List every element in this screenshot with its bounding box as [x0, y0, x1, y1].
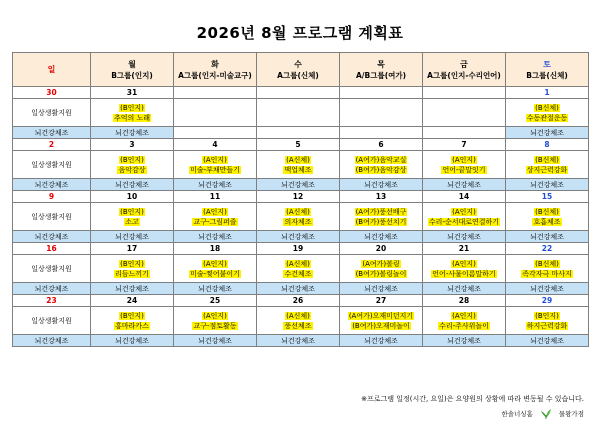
brain-exercise-row — [13, 231, 589, 243]
program-line-2: 족각자극 마사지 — [522, 269, 572, 278]
program-line-2: 수리-주사위놀이 — [439, 321, 489, 330]
brain-exercise-cell: 뇌건강체조 — [423, 231, 506, 243]
weekday-label: 월 — [128, 59, 136, 69]
weekday-label: 토 — [543, 59, 551, 69]
program-calendar-table — [12, 52, 589, 347]
program-cell — [257, 307, 340, 335]
date-cell: 26 — [257, 295, 340, 307]
program-row — [13, 255, 589, 283]
weekday-label: 일 — [47, 65, 56, 74]
date-cell: 13 — [340, 191, 423, 203]
program-row — [13, 307, 589, 335]
program-cell — [91, 151, 174, 179]
program-line-2: 수리-순서대로연결하기 — [428, 217, 500, 226]
date-cell — [174, 87, 257, 99]
program-cell — [257, 203, 340, 231]
program-row — [13, 203, 589, 231]
brain-exercise-cell: 뇌건강체조 — [423, 283, 506, 295]
date-cell — [340, 87, 423, 99]
brain-exercise-cell: 뇌건강체조 — [174, 179, 257, 191]
program-line-2: 소고 — [125, 217, 139, 226]
weekday-header-cell — [13, 53, 91, 87]
program-line-2: 미술-부채만들기 — [190, 165, 240, 174]
program-line — [340, 259, 422, 269]
program-line-1: (B신체) — [535, 207, 559, 216]
date-cell: 17 — [91, 243, 174, 255]
program-line-1: (B인지) — [120, 207, 144, 216]
program-cell — [174, 203, 257, 231]
program-line-2: 교구-그림퍼즐 — [193, 217, 237, 226]
weekday-header-row — [13, 53, 589, 87]
program-line — [257, 165, 339, 175]
program-line-1: (A인지) — [203, 155, 227, 164]
group-label: A그룹(신체) — [277, 70, 319, 80]
program-line — [506, 165, 588, 175]
brain-exercise-cell: 뇌건강체조 — [91, 231, 174, 243]
group-label: A/B그룹(여가) — [355, 70, 407, 80]
weekday-header-cell — [91, 53, 174, 87]
date-cell: 1 — [506, 87, 589, 99]
brain-exercise-cell: 뇌건강체조 — [174, 283, 257, 295]
date-cell: 10 — [91, 191, 174, 203]
program-line-2: 상지근력강화 — [526, 165, 568, 174]
weekday-label: 목 — [377, 59, 385, 69]
program-line — [423, 207, 505, 217]
program-line — [506, 321, 588, 331]
weekday-header-cell — [257, 53, 340, 87]
brain-exercise-cell: 뇌건강체조 — [506, 283, 589, 295]
program-line — [174, 321, 256, 331]
date-cell — [257, 87, 340, 99]
program-cell — [340, 99, 423, 127]
program-line-1: (A여가)음악교실 — [355, 155, 407, 164]
weekday-header-cell — [423, 53, 506, 87]
program-cell — [340, 307, 423, 335]
program-line — [91, 155, 173, 165]
program-line-2: 수건체조 — [284, 269, 312, 278]
weekday-header-cell — [174, 53, 257, 87]
program-line-1: (A신체) — [286, 155, 310, 164]
program-line — [423, 217, 505, 227]
program-line-2: (B여가)풍선치기 — [355, 217, 407, 226]
date-cell: 14 — [423, 191, 506, 203]
brain-exercise-cell: 뇌건강체조 — [91, 283, 174, 295]
date-row — [13, 139, 589, 151]
program-cell — [423, 203, 506, 231]
program-line-1: (A인지) — [452, 155, 476, 164]
program-line — [340, 321, 422, 331]
brain-exercise-row — [13, 335, 589, 347]
program-cell — [506, 255, 589, 283]
program-cell — [340, 151, 423, 179]
date-cell: 28 — [423, 295, 506, 307]
date-cell: 22 — [506, 243, 589, 255]
program-cell — [174, 255, 257, 283]
program-line-1: (A인지) — [203, 207, 227, 216]
daily-life-support-label: 일상생활지원 — [13, 203, 91, 231]
program-line-1: (A인지) — [452, 207, 476, 216]
daily-life-support-label: 일상생활지원 — [13, 307, 91, 335]
program-line — [257, 321, 339, 331]
brain-exercise-label: 뇌건강체조 — [13, 127, 91, 139]
program-row — [13, 99, 589, 127]
program-line-1: (A여가)풍선배구 — [355, 207, 407, 216]
date-cell: 15 — [506, 191, 589, 203]
program-cell — [506, 151, 589, 179]
program-line — [423, 155, 505, 165]
program-line — [257, 217, 339, 227]
group-label: A그룹(인지-미술교구) — [178, 70, 252, 80]
date-cell: 27 — [340, 295, 423, 307]
program-line — [506, 155, 588, 165]
program-line — [91, 207, 173, 217]
program-cell — [91, 203, 174, 231]
date-cell — [423, 87, 506, 99]
brain-exercise-cell — [257, 127, 340, 139]
program-line-2: 호흡체조 — [533, 217, 561, 226]
program-line-2: 맥업체조 — [284, 165, 312, 174]
program-line — [91, 311, 173, 321]
brain-exercise-cell: 뇌건강체조 — [340, 179, 423, 191]
program-cell — [506, 99, 589, 127]
brain-exercise-cell: 뇌건강체조 — [91, 179, 174, 191]
brain-exercise-cell: 뇌건강체조 — [506, 127, 589, 139]
program-cell — [423, 307, 506, 335]
date-cell: 6 — [340, 139, 423, 151]
program-line — [91, 217, 173, 227]
program-line-1: (B신체) — [535, 259, 559, 268]
program-cell — [91, 255, 174, 283]
brain-exercise-cell: 뇌건강체조 — [340, 231, 423, 243]
date-cell: 2 — [13, 139, 91, 151]
date-cell: 9 — [13, 191, 91, 203]
program-line — [423, 269, 505, 279]
brain-exercise-label: 뇌건강체조 — [13, 179, 91, 191]
program-line-1: (B인지) — [120, 311, 144, 320]
program-row — [13, 151, 589, 179]
program-line-1: (A여가)볼링 — [362, 259, 400, 268]
brain-exercise-cell: 뇌건강체조 — [340, 283, 423, 295]
schedule-note: ※프로그램 일정(시간, 요일)은 요양원의 상황에 따라 변동될 수 있습니다. — [361, 395, 584, 403]
program-line — [423, 259, 505, 269]
program-line — [340, 217, 422, 227]
date-cell: 30 — [13, 87, 91, 99]
program-line — [91, 103, 173, 113]
program-line — [340, 155, 422, 165]
program-line-1: (B신체) — [535, 103, 559, 112]
program-line — [257, 155, 339, 165]
program-line-1: (B인지) — [120, 155, 144, 164]
program-line-2: 음악감상 — [118, 165, 146, 174]
program-cell — [506, 307, 589, 335]
date-row — [13, 191, 589, 203]
brain-exercise-cell: 뇌건강체조 — [91, 335, 174, 347]
program-line — [174, 155, 256, 165]
weekday-label: 금 — [460, 59, 468, 69]
date-cell: 23 — [13, 295, 91, 307]
brain-exercise-cell: 뇌건강체조 — [257, 335, 340, 347]
program-cell — [423, 151, 506, 179]
brain-exercise-cell — [174, 127, 257, 139]
program-line — [340, 269, 422, 279]
program-line — [91, 259, 173, 269]
program-line-2: 수동관절운동 — [526, 113, 568, 122]
weekday-header-cell — [506, 53, 589, 87]
date-row — [13, 295, 589, 307]
footer-center: 물왕가점 — [558, 409, 584, 418]
date-row — [13, 243, 589, 255]
program-line-1: (A신체) — [286, 259, 310, 268]
date-row — [13, 87, 589, 99]
program-line — [174, 311, 256, 321]
brain-exercise-cell: 뇌건강체조 — [506, 179, 589, 191]
date-cell: 5 — [257, 139, 340, 151]
daily-life-support-label: 일상생활지원 — [13, 255, 91, 283]
program-line-2: 교구-점토활동 — [193, 321, 237, 330]
group-label: B그룹(신체) — [526, 70, 568, 80]
date-cell: 25 — [174, 295, 257, 307]
program-line-1: (A신체) — [286, 207, 310, 216]
brain-exercise-cell: 뇌건강체조 — [423, 179, 506, 191]
program-line — [174, 165, 256, 175]
date-cell: 8 — [506, 139, 589, 151]
program-line-2: 미술-찢어붙이기 — [190, 269, 240, 278]
weekday-label: 수 — [294, 59, 302, 69]
program-line-1: (B인지) — [120, 259, 144, 268]
program-line — [506, 113, 588, 123]
group-label: B그룹(인지) — [111, 70, 153, 80]
program-cell — [340, 255, 423, 283]
program-line — [174, 207, 256, 217]
program-line — [257, 259, 339, 269]
program-cell — [91, 99, 174, 127]
program-line — [91, 269, 173, 279]
program-line — [340, 207, 422, 217]
program-line-2: (B여가)볼링놀이 — [355, 269, 407, 278]
program-line-2: 언어-끝말잇기 — [442, 165, 486, 174]
program-line-2: 홍마라카스 — [115, 321, 149, 330]
program-line — [257, 311, 339, 321]
brain-exercise-cell: 뇌건강체조 — [340, 335, 423, 347]
program-line — [91, 113, 173, 123]
program-cell — [174, 307, 257, 335]
program-line — [174, 269, 256, 279]
date-cell: 19 — [257, 243, 340, 255]
program-line — [423, 165, 505, 175]
program-line-1: (A인지) — [452, 259, 476, 268]
program-line — [423, 321, 505, 331]
program-line-2: (B여가)음악감상 — [355, 165, 407, 174]
daily-life-support-label: 일상생활지원 — [13, 99, 91, 127]
brain-exercise-row — [13, 179, 589, 191]
program-line-1: (A신체) — [286, 311, 310, 320]
program-cell — [423, 99, 506, 127]
date-cell: 7 — [423, 139, 506, 151]
date-cell: 18 — [174, 243, 257, 255]
brain-exercise-label: 뇌건강체조 — [13, 283, 91, 295]
program-line-1: (B인지) — [535, 311, 559, 320]
program-line-2: 언어-사물이름말하기 — [432, 269, 496, 278]
program-cell — [423, 255, 506, 283]
program-line — [506, 259, 588, 269]
brain-exercise-cell — [423, 127, 506, 139]
weekday-label: 화 — [211, 59, 219, 69]
program-cell — [174, 99, 257, 127]
program-line — [506, 217, 588, 227]
footer-org: 한솔너싱홈 — [501, 409, 533, 418]
date-cell: 21 — [423, 243, 506, 255]
brain-exercise-cell: 뇌건강체조 — [257, 231, 340, 243]
program-line — [174, 259, 256, 269]
program-line — [91, 321, 173, 331]
program-line-2: 의자체조 — [284, 217, 312, 226]
program-line-2: 풍선체조 — [284, 321, 312, 330]
program-line-1: (A인지) — [203, 311, 227, 320]
program-line — [506, 269, 588, 279]
program-cell — [340, 203, 423, 231]
brain-exercise-cell: 뇌건강체조 — [174, 335, 257, 347]
program-line — [506, 311, 588, 321]
program-line — [257, 207, 339, 217]
daily-life-support-label: 일상생활지원 — [13, 151, 91, 179]
program-cell — [257, 151, 340, 179]
program-line — [91, 165, 173, 175]
program-line-2: (B여가)오재미놀이 — [352, 321, 410, 330]
brain-exercise-label: 뇌건강체조 — [13, 335, 91, 347]
date-cell: 12 — [257, 191, 340, 203]
footer — [501, 407, 584, 419]
program-line — [340, 311, 422, 321]
program-line — [506, 103, 588, 113]
program-line-2: 추억의 노래 — [113, 113, 151, 122]
program-cell — [174, 151, 257, 179]
program-cell — [91, 307, 174, 335]
page-title: 2026년 8월 프로그램 계획표 — [196, 24, 404, 42]
program-line — [174, 217, 256, 227]
program-line-2: 하지근력강화 — [526, 321, 568, 330]
brain-exercise-cell: 뇌건강체조 — [91, 127, 174, 139]
program-line-1: (A여가)오재미던지기 — [348, 311, 414, 320]
weekday-header-cell — [340, 53, 423, 87]
date-cell: 31 — [91, 87, 174, 99]
program-line — [423, 311, 505, 321]
program-line — [340, 165, 422, 175]
program-line-2: 리듬느끼기 — [115, 269, 149, 278]
date-cell: 11 — [174, 191, 257, 203]
brain-exercise-cell: 뇌건강체조 — [506, 335, 589, 347]
brain-exercise-cell: 뇌건강체조 — [174, 231, 257, 243]
program-line — [257, 269, 339, 279]
brain-exercise-row — [13, 127, 589, 139]
group-label: A그룹(인지-수리언어) — [427, 70, 501, 80]
program-cell — [506, 203, 589, 231]
program-line-1: (A인지) — [203, 259, 227, 268]
program-line-1: (B인지) — [120, 103, 144, 112]
brain-exercise-label: 뇌건강체조 — [13, 231, 91, 243]
brain-exercise-row — [13, 283, 589, 295]
date-cell: 24 — [91, 295, 174, 307]
program-cell — [257, 255, 340, 283]
brain-exercise-cell — [340, 127, 423, 139]
brain-exercise-cell: 뇌건강체조 — [506, 231, 589, 243]
brain-exercise-cell: 뇌건강체조 — [423, 335, 506, 347]
date-cell: 3 — [91, 139, 174, 151]
leaf-logo-icon — [539, 407, 553, 419]
date-cell: 16 — [13, 243, 91, 255]
date-cell: 4 — [174, 139, 257, 151]
brain-exercise-cell: 뇌건강체조 — [257, 283, 340, 295]
date-cell: 29 — [506, 295, 589, 307]
date-cell: 20 — [340, 243, 423, 255]
program-line-1: (A인지) — [452, 311, 476, 320]
program-cell — [257, 99, 340, 127]
brain-exercise-cell: 뇌건강체조 — [257, 179, 340, 191]
program-line — [506, 207, 588, 217]
program-line-1: (B신체) — [535, 155, 559, 164]
